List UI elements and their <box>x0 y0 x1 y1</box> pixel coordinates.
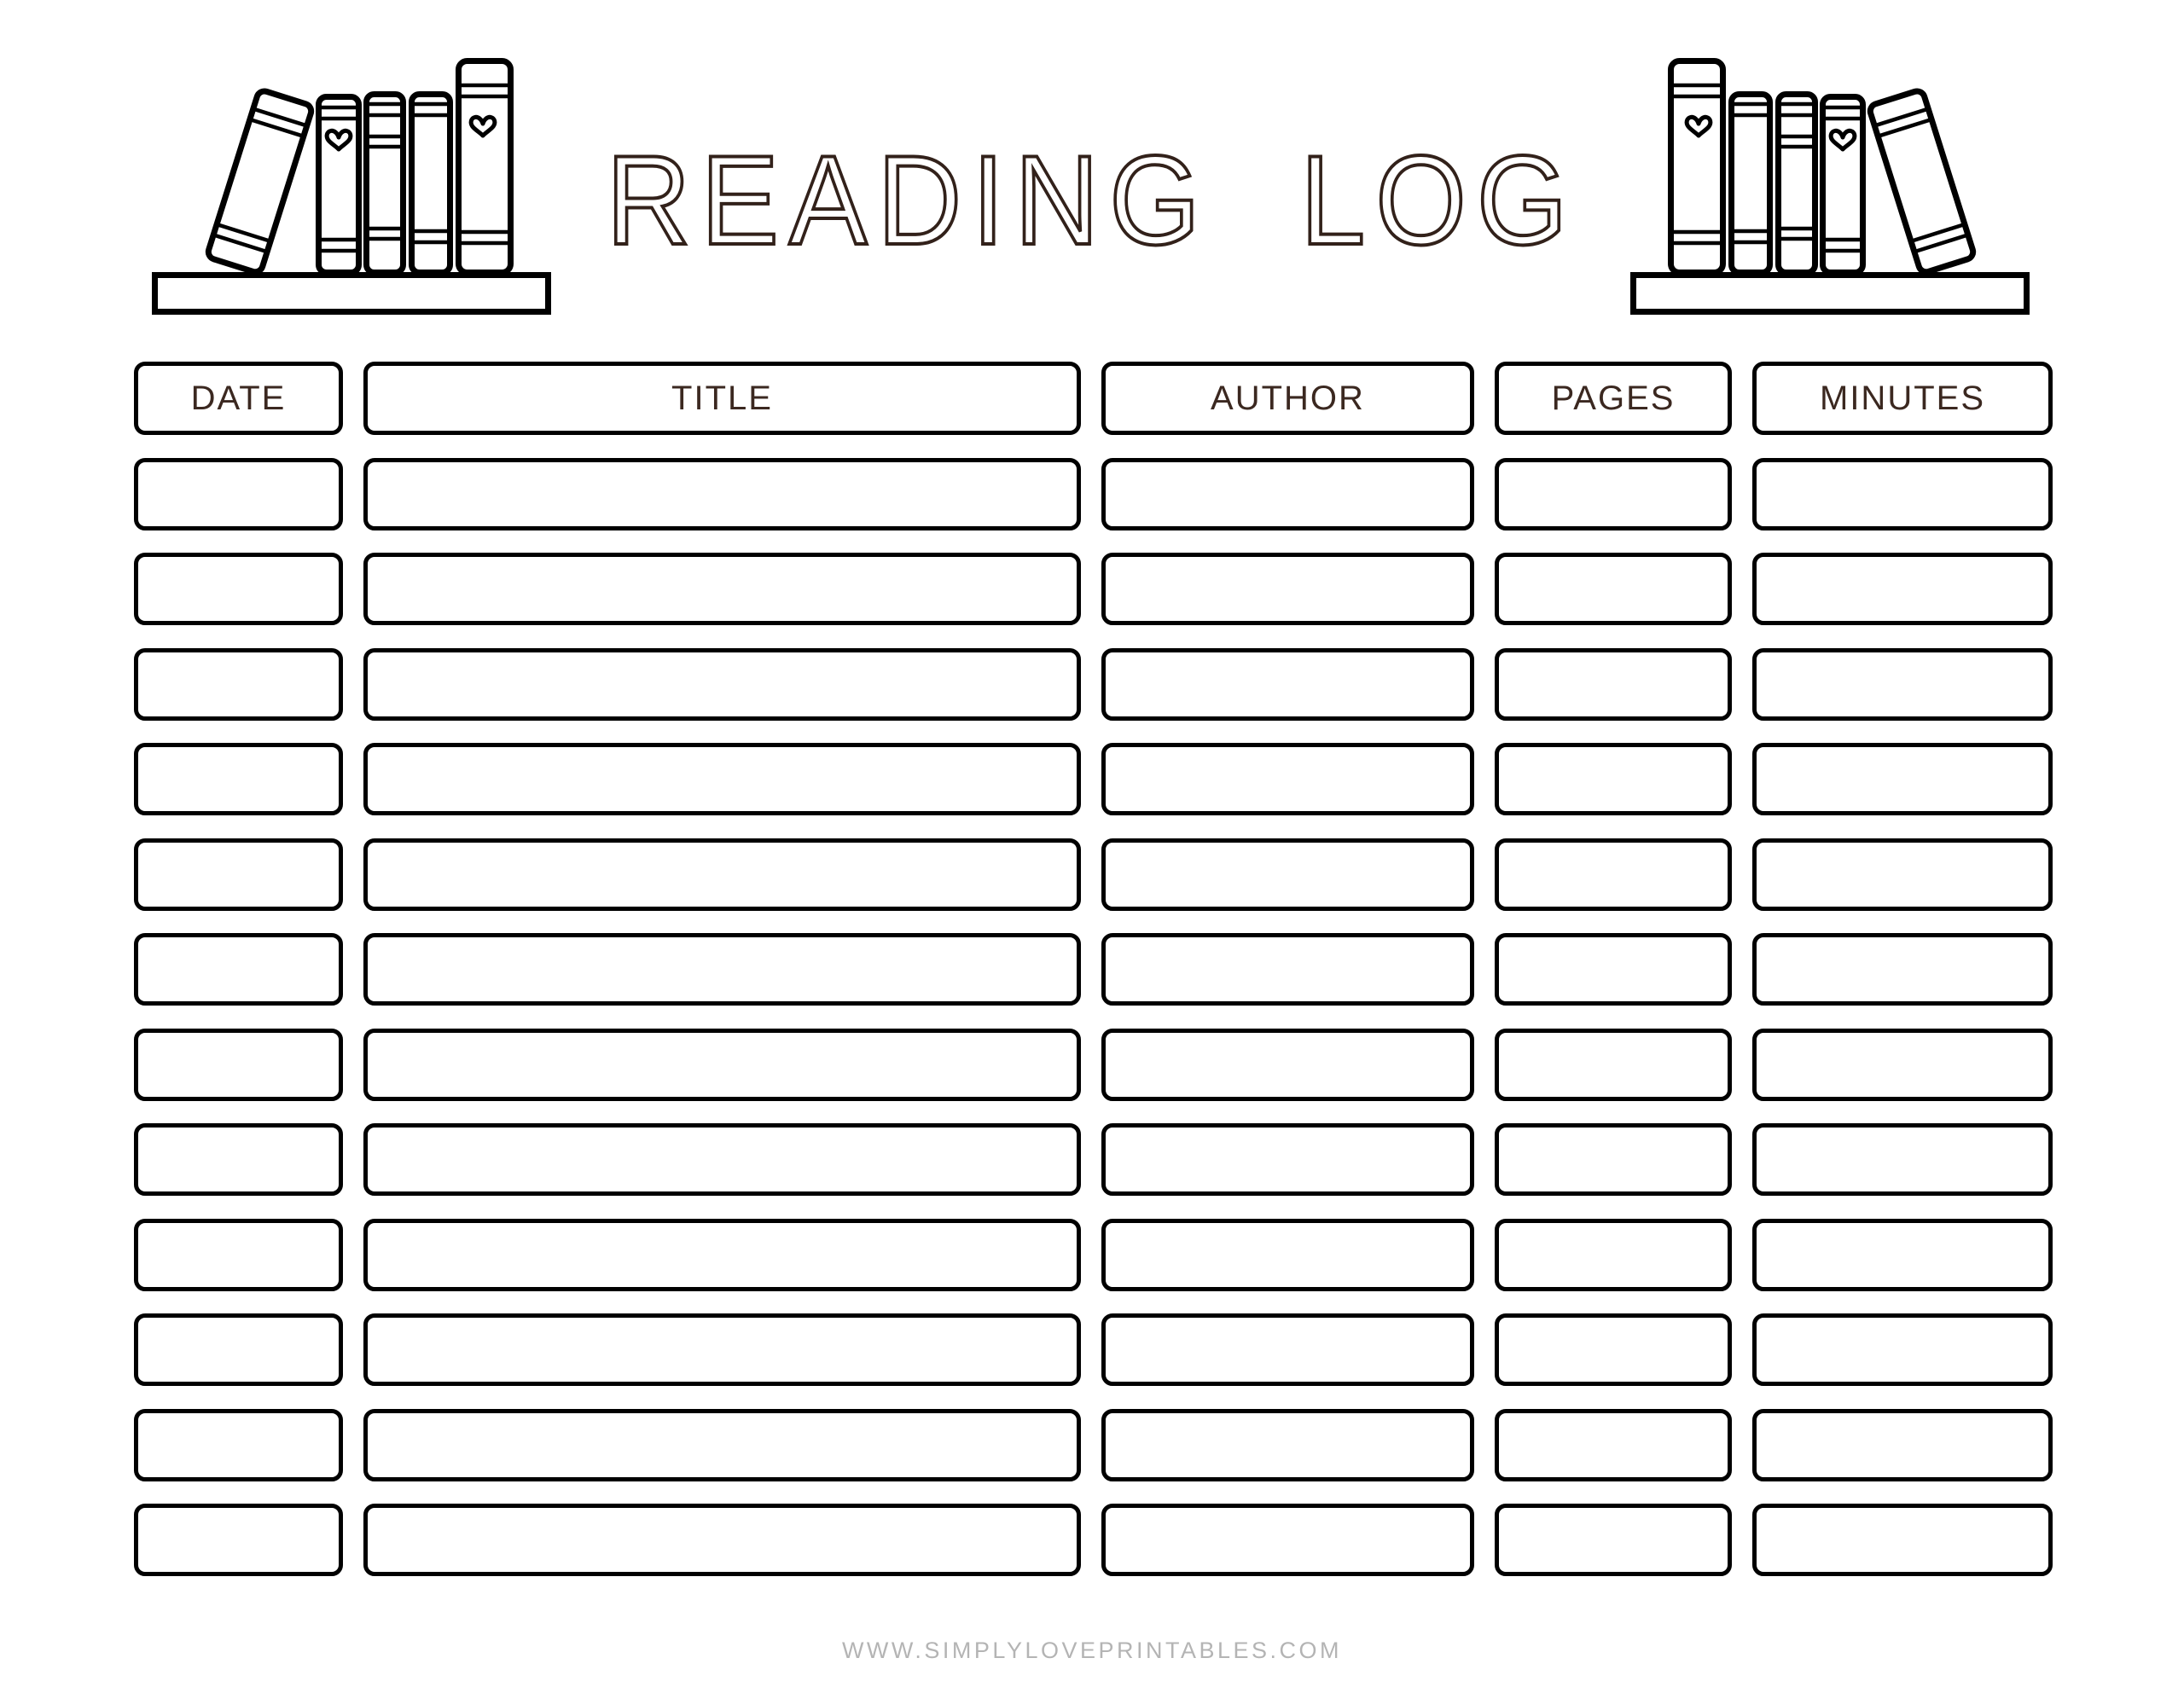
row-1-author-field <box>1101 458 1474 530</box>
row-6-date-field <box>134 933 343 1006</box>
row-11-title-field <box>363 1409 1081 1481</box>
row-9-title-field <box>363 1219 1081 1291</box>
row-10-date-field <box>134 1313 343 1386</box>
row-9-minutes-field <box>1752 1219 2053 1291</box>
row-9-date-field <box>134 1219 343 1291</box>
row-10-title-field <box>363 1313 1081 1386</box>
website-url: WWW.SIMPLYLOVEPRINTABLES.COM <box>841 1638 1343 1663</box>
row-5-author-field <box>1101 838 1474 911</box>
row-12-title-field <box>363 1504 1081 1576</box>
column-header-minutes: MINUTES <box>1752 362 2053 435</box>
row-11-author-field <box>1101 1409 1474 1481</box>
row-4-date-field <box>134 743 343 815</box>
row-2-title-field <box>363 553 1081 625</box>
row-8-minutes-field <box>1752 1123 2053 1196</box>
row-7-pages-field <box>1495 1029 1732 1101</box>
row-3-pages-field <box>1495 648 1732 721</box>
row-8-title-field <box>363 1123 1081 1196</box>
row-6-minutes-field <box>1752 933 2053 1006</box>
row-8-author-field <box>1101 1123 1474 1196</box>
row-11-pages-field <box>1495 1409 1732 1481</box>
row-2-author-field <box>1101 553 1474 625</box>
row-4-author-field <box>1101 743 1474 815</box>
row-5-date-field <box>134 838 343 911</box>
column-header-pages: PAGES <box>1495 362 1732 435</box>
row-3-author-field <box>1101 648 1474 721</box>
row-3-title-field <box>363 648 1081 721</box>
row-6-pages-field <box>1495 933 1732 1006</box>
reading-log-table <box>134 362 2053 1576</box>
row-5-pages-field <box>1495 838 1732 911</box>
row-11-minutes-field <box>1752 1409 2053 1481</box>
row-2-date-field <box>134 553 343 625</box>
page-title: READING LOG <box>606 129 1578 271</box>
row-12-minutes-field <box>1752 1504 2053 1576</box>
row-4-minutes-field <box>1752 743 2053 815</box>
row-1-minutes-field <box>1752 458 2053 530</box>
row-6-title-field <box>363 933 1081 1006</box>
column-header-title: TITLE <box>363 362 1081 435</box>
row-2-minutes-field <box>1752 553 2053 625</box>
row-9-pages-field <box>1495 1219 1732 1291</box>
row-10-minutes-field <box>1752 1313 2053 1386</box>
row-10-author-field <box>1101 1313 1474 1386</box>
row-7-minutes-field <box>1752 1029 2053 1101</box>
shelf-board <box>155 275 549 312</box>
row-9-author-field <box>1101 1219 1474 1291</box>
row-10-pages-field <box>1495 1313 1732 1386</box>
row-7-author-field <box>1101 1029 1474 1101</box>
column-header-author: AUTHOR <box>1101 362 1474 435</box>
row-8-date-field <box>134 1123 343 1196</box>
row-7-date-field <box>134 1029 343 1101</box>
row-8-pages-field <box>1495 1123 1732 1196</box>
row-4-title-field <box>363 743 1081 815</box>
row-3-minutes-field <box>1752 648 2053 721</box>
row-5-title-field <box>363 838 1081 911</box>
row-12-date-field <box>134 1504 343 1576</box>
row-11-date-field <box>134 1409 343 1481</box>
row-1-date-field <box>134 458 343 530</box>
row-6-author-field <box>1101 933 1474 1006</box>
row-4-pages-field <box>1495 743 1732 815</box>
row-1-pages-field <box>1495 458 1732 530</box>
column-header-date: DATE <box>134 362 343 435</box>
row-3-date-field <box>134 648 343 721</box>
row-7-title-field <box>363 1029 1081 1101</box>
row-5-minutes-field <box>1752 838 2053 911</box>
row-12-pages-field <box>1495 1504 1732 1576</box>
row-2-pages-field <box>1495 553 1732 625</box>
row-1-title-field <box>363 458 1081 530</box>
row-12-author-field <box>1101 1504 1474 1576</box>
